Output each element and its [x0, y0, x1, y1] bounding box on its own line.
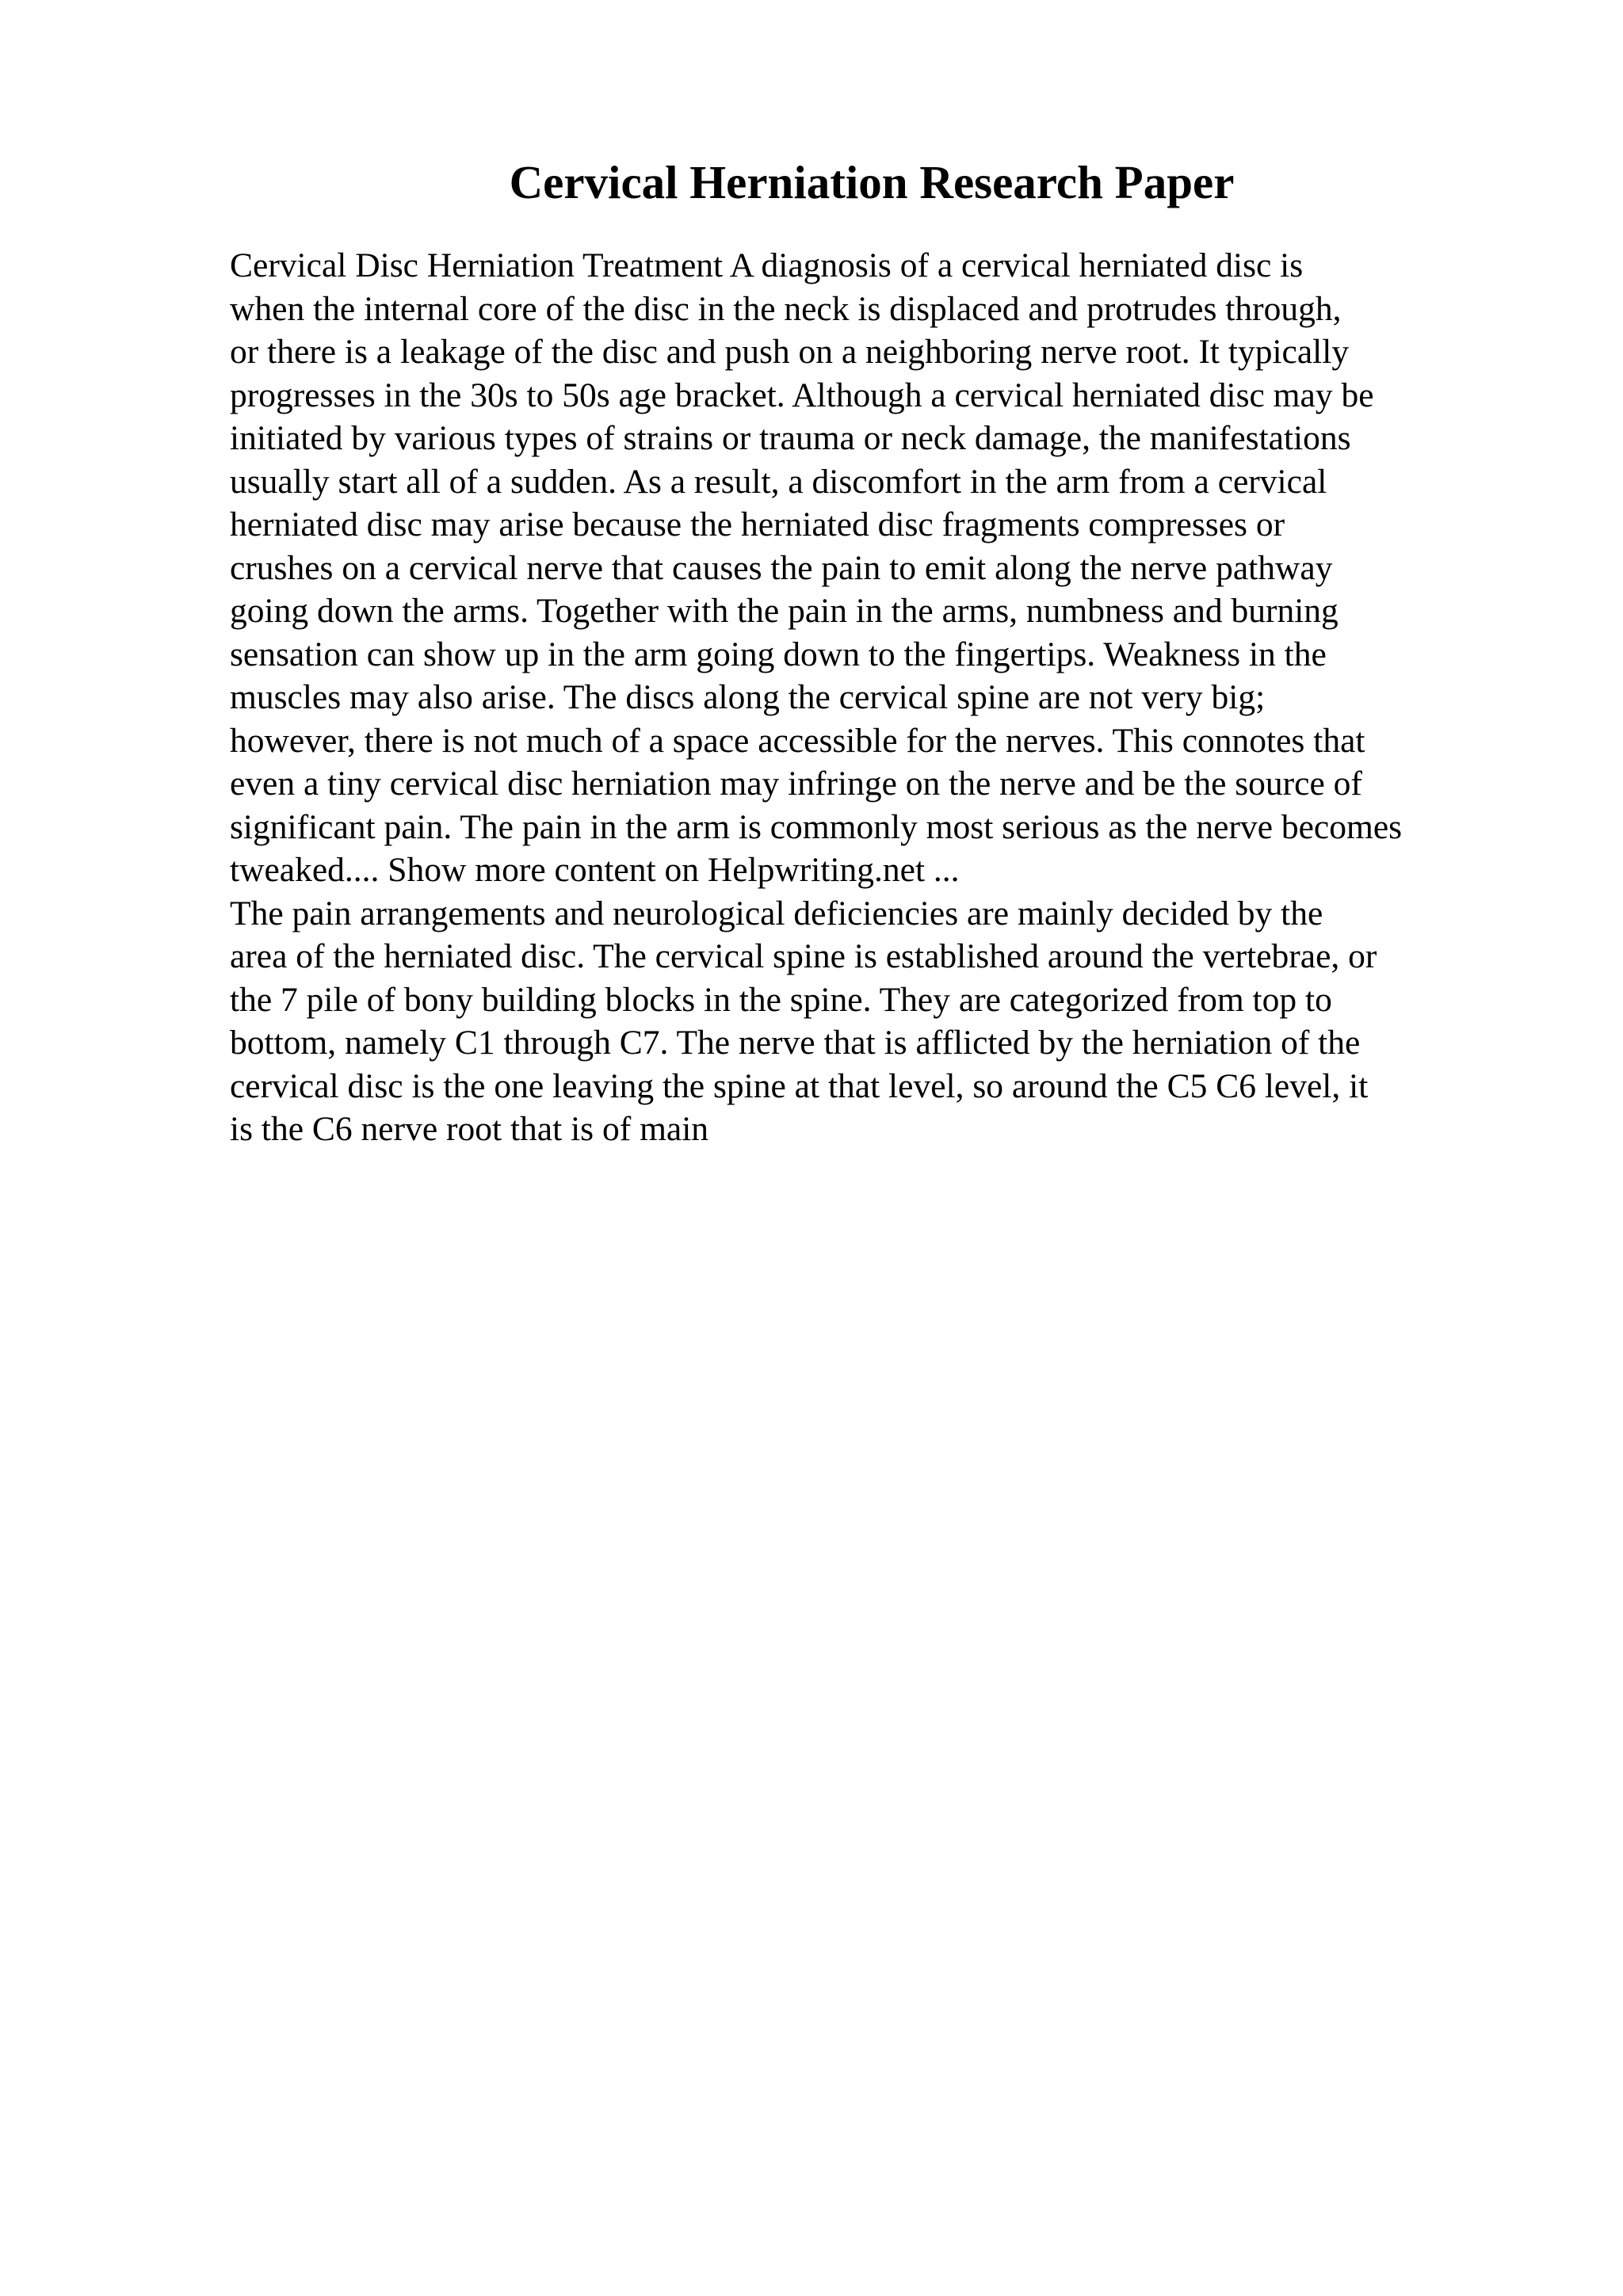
text-line: initiated by various types of strains or trauma or neck damage, the manifestations	[230, 419, 1351, 457]
text-line: Cervical Disc Herniation Treatment A diagnosis of a cervical herniated disc is	[230, 246, 1304, 284]
text-line: bottom, namely C1 through C7. The nerve that is afflicted by the herniation of the	[230, 1024, 1361, 1062]
text-line: even a tiny cervical disc herniation may infringe on the nerve and be the source of	[230, 765, 1362, 803]
text-line: tweaked.... Show more content on Helpwriting.net ...	[230, 851, 960, 889]
text-line: area of the herniated disc. The cervical spine is established around the vertebrae, or	[230, 937, 1377, 975]
text-line: significant pain. The pain in the arm is commonly most serious as the nerve becomes	[230, 807, 1403, 846]
document-body	[230, 244, 1498, 1151]
paragraph-1	[230, 244, 1498, 892]
text-line: muscles may also arise. The discs along the cervical spine are not very big;	[230, 678, 1266, 716]
text-line: however, there is not much of a space accessible for the nerves. This connotes that	[230, 721, 1365, 760]
text-line: or there is a leakage of the disc and push on a neighboring nerve root. It typically	[230, 333, 1350, 371]
text-line: progresses in the 30s to 50s age bracket. Although a cervical herniated disc may be	[230, 376, 1374, 414]
text-line: going down the arms. Together with the pain in the arms, numbness and burning	[230, 592, 1338, 630]
text-line: when the internal core of the disc in the neck is displaced and protrudes through,	[230, 289, 1342, 328]
text-line: usually start all of a sudden. As a result, a discomfort in the arm from a cervical	[230, 462, 1327, 501]
text-line: crushes on a cervical nerve that causes the pain to emit along the nerve pathway	[230, 548, 1333, 587]
text-line: The pain arrangements and neurological deficiencies are mainly decided by the	[230, 894, 1323, 933]
text-line: herniated disc may arise because the herniated disc fragments compresses or	[230, 505, 1285, 543]
text-line: sensation can show up in the arm going down to the fingertips. Weakness in the	[230, 635, 1327, 673]
paragraph-2	[230, 892, 1498, 1151]
text-line: is the C6 nerve root that is of main	[230, 1110, 709, 1148]
text-line: the 7 pile of bony building blocks in the spine. They are categorized from top to	[230, 980, 1332, 1019]
page-title: Cervical Herniation Research Paper	[509, 156, 1235, 208]
text-line: cervical disc is the one leaving the spine at that level, so around the C5 C6 level, it	[230, 1066, 1369, 1105]
